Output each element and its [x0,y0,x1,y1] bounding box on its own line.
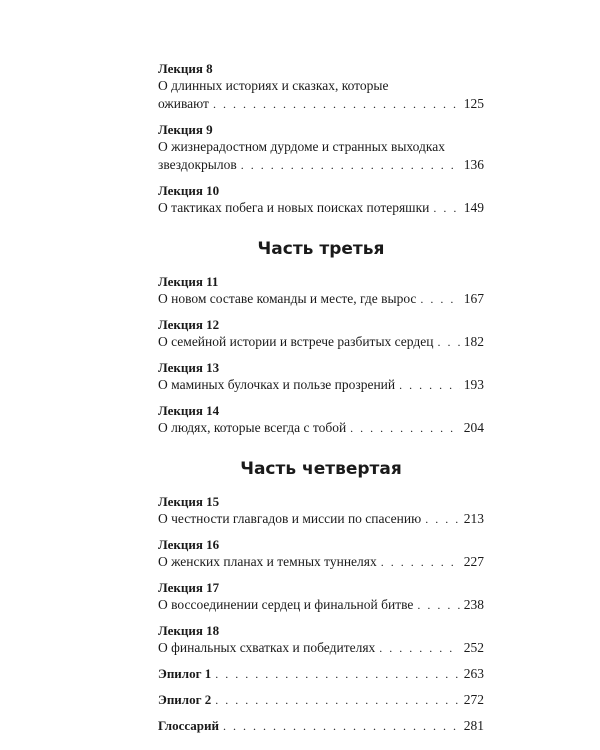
lecture-title-line: О тактиках побега и новых поисках потеряшки [158,200,430,215]
lecture-label: Лекция 9 [158,122,213,137]
toc-entry-epilogue-1 [158,665,484,683]
lecture-label: Лекция 15 [158,494,220,509]
toc-entry-lecture-15 [158,493,484,528]
dot-leader [241,156,460,174]
dot-leader [213,95,460,113]
page-number: 227 [463,554,484,569]
lecture-label: Лекция 18 [158,623,220,638]
lecture-title-line: О семейной истории и встрече разбитых сердец [158,334,434,349]
lecture-title-line: О людях, которые всегда с тобой [158,420,347,435]
lecture-label: Лекция 12 [158,317,220,332]
dot-leader [381,553,460,571]
page-number: 252 [463,640,484,655]
page-number: 136 [463,157,484,172]
lecture-title-line: звездокрылов [158,157,237,172]
page-number: 272 [463,692,484,707]
dot-leader [425,510,460,528]
dot-leader [433,199,459,217]
lecture-title-line: О женских планах и темных туннелях [158,554,377,569]
page-number: 167 [463,291,484,306]
page-number: 125 [463,96,484,111]
page-number: 182 [463,334,484,349]
toc-entry-lecture-12 [158,316,484,351]
dot-leader [350,419,460,437]
page-number: 263 [463,666,484,681]
lecture-label: Лекция 10 [158,183,220,198]
toc-entry-lecture-17 [158,579,484,614]
toc-entry-epilogue-2 [158,691,484,709]
dot-leader [420,290,459,308]
toc-entry-glossary [158,717,484,735]
page-number: 238 [463,597,484,612]
part-three-heading: Часть третья [257,239,385,259]
dot-leader [399,376,460,394]
lecture-title-line: О новом составе команды и месте, где вырос [158,291,417,306]
part-four-heading: Часть четвертая [240,459,402,479]
toc-entry-lecture-11 [158,273,484,308]
lecture-label: Лекция 17 [158,580,220,595]
page-number: 193 [463,377,484,392]
page-number: 281 [463,718,484,733]
dot-leader [215,691,460,709]
dot-leader [379,639,459,657]
glossary-label: Глоссарий [158,718,220,733]
dot-leader [215,665,460,683]
lecture-title-line: О честности главгадов и миссии по спасению [158,511,422,526]
dot-leader [223,717,460,735]
lecture-label: Лекция 14 [158,403,220,418]
toc-entry-lecture-9 [158,121,484,174]
toc-entry-lecture-8 [158,60,484,113]
dot-leader [417,596,459,614]
toc-entry-lecture-10 [158,182,484,217]
page-number: 213 [463,511,484,526]
lecture-title-line: О жизнерадостном дурдоме и странных выходках [158,139,445,154]
table-of-contents [158,60,484,743]
toc-entry-lecture-18 [158,622,484,657]
lecture-title-line: О маминых булочках и пользе прозрений [158,377,396,392]
lecture-title-line: О длинных историях и сказках, которые [158,78,389,93]
lecture-label: Лекция 13 [158,360,220,375]
toc-entry-lecture-13 [158,359,484,394]
lecture-title-line: оживают [158,96,209,111]
page-number: 149 [463,200,484,215]
lecture-title-line: О воссоединении сердец и финальной битве [158,597,414,612]
page-number: 204 [463,420,484,435]
lecture-title-line: О финальных схватках и победителях [158,640,376,655]
lecture-label: Лекция 11 [158,274,219,289]
dot-leader [437,333,459,351]
lecture-label: Лекция 8 [158,61,213,76]
toc-entry-lecture-16 [158,536,484,571]
toc-entry-lecture-14 [158,402,484,437]
epilogue-label: Эпилог 2 [158,692,212,707]
lecture-label: Лекция 16 [158,537,220,552]
epilogue-label: Эпилог 1 [158,666,212,681]
